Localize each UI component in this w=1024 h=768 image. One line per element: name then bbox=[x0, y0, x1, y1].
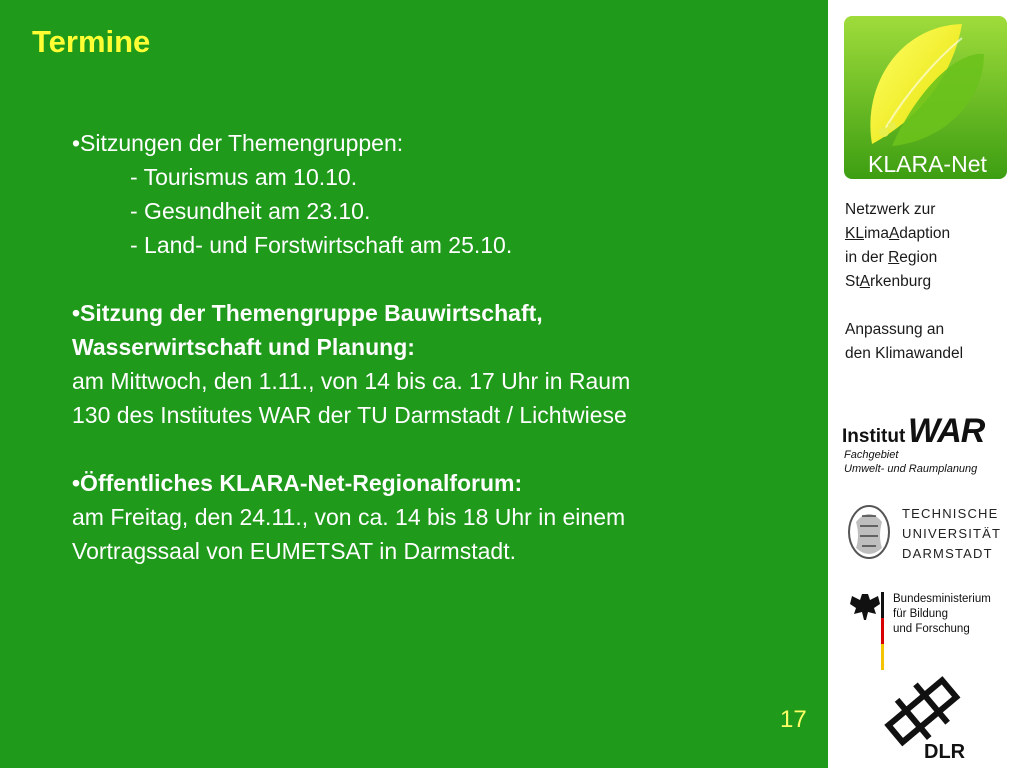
bmbf-line1: Bundesministerium bbox=[893, 593, 991, 605]
item1-subitem-tourismus: - Tourismus am 10.10. bbox=[130, 164, 358, 190]
slide-title: Termine bbox=[32, 24, 151, 59]
spacer bbox=[72, 432, 792, 466]
tu-darmstadt-logo bbox=[844, 500, 1014, 570]
network-line2: KLimaAdaption bbox=[845, 225, 951, 242]
bmbf-logo bbox=[844, 588, 1014, 672]
item2-heading-line1: •Sitzung der Themengruppe Bauwirtschaft, bbox=[72, 300, 543, 326]
war-logo-text: WAR bbox=[908, 412, 985, 450]
item1-heading: •Sitzungen der Themengruppen: bbox=[72, 130, 404, 156]
adaptation-line1: Anpassung an bbox=[845, 321, 945, 338]
slide-content bbox=[72, 126, 792, 568]
item3-body-line1: am Freitag, den 24.11., von ca. 14 bis 18 Uhr in einem bbox=[72, 504, 626, 530]
bmbf-text bbox=[893, 592, 991, 637]
item2-body-line2: 130 des Institutes WAR der TU Darmstadt / Lichtwiese bbox=[72, 402, 627, 428]
item3-heading: •Öffentliches KLARA-Net-Regionalforum: bbox=[72, 470, 523, 496]
athena-head-icon bbox=[844, 502, 894, 564]
spacer bbox=[72, 262, 792, 296]
war-institut-label: Institut bbox=[842, 426, 906, 447]
war-fachgebiet-label: Fachgebiet bbox=[844, 449, 899, 461]
item3-body-line2: Vortragssaal von EUMETSAT in Darmstadt. bbox=[72, 538, 516, 564]
tud-text bbox=[902, 504, 1001, 564]
tud-line2: UNIVERSITÄT bbox=[902, 526, 1002, 541]
adaptation-line2: den Klimawandel bbox=[845, 345, 964, 362]
network-line4: StArkenburg bbox=[845, 273, 932, 290]
item1-subitem-land-forst: - Land- und Forstwirtschaft am 25.10. bbox=[130, 232, 513, 258]
bmbf-line2: für Bildung bbox=[893, 608, 948, 620]
network-line3: in der Region bbox=[845, 249, 938, 266]
bmbf-line3: und Forschung bbox=[893, 623, 970, 635]
item2-heading-line2: Wasserwirtschaft und Planung: bbox=[72, 334, 415, 360]
item1-subitem-gesundheit: - Gesundheit am 23.10. bbox=[130, 198, 371, 224]
klara-net-logo-text: KLARA-Net bbox=[868, 151, 987, 177]
federal-eagle-icon bbox=[844, 588, 886, 672]
dlr-logo-text: DLR bbox=[924, 741, 966, 763]
klara-net-logo-icon bbox=[844, 16, 1007, 179]
war-department-label: Umwelt- und Raumplanung bbox=[844, 463, 978, 475]
network-line1: Netzwerk zur bbox=[845, 201, 936, 218]
network-description bbox=[845, 198, 1015, 294]
dlr-logo-icon bbox=[868, 672, 978, 764]
page-number: 17 bbox=[780, 706, 807, 733]
tud-line3: DARMSTADT bbox=[902, 546, 993, 561]
item2-body-line1: am Mittwoch, den 1.11., von 14 bis ca. 17 Uhr in Raum bbox=[72, 368, 631, 394]
tud-line1: TECHNISCHE bbox=[902, 506, 999, 521]
adaptation-text bbox=[845, 318, 1015, 366]
war-fachgebiet bbox=[844, 448, 977, 476]
